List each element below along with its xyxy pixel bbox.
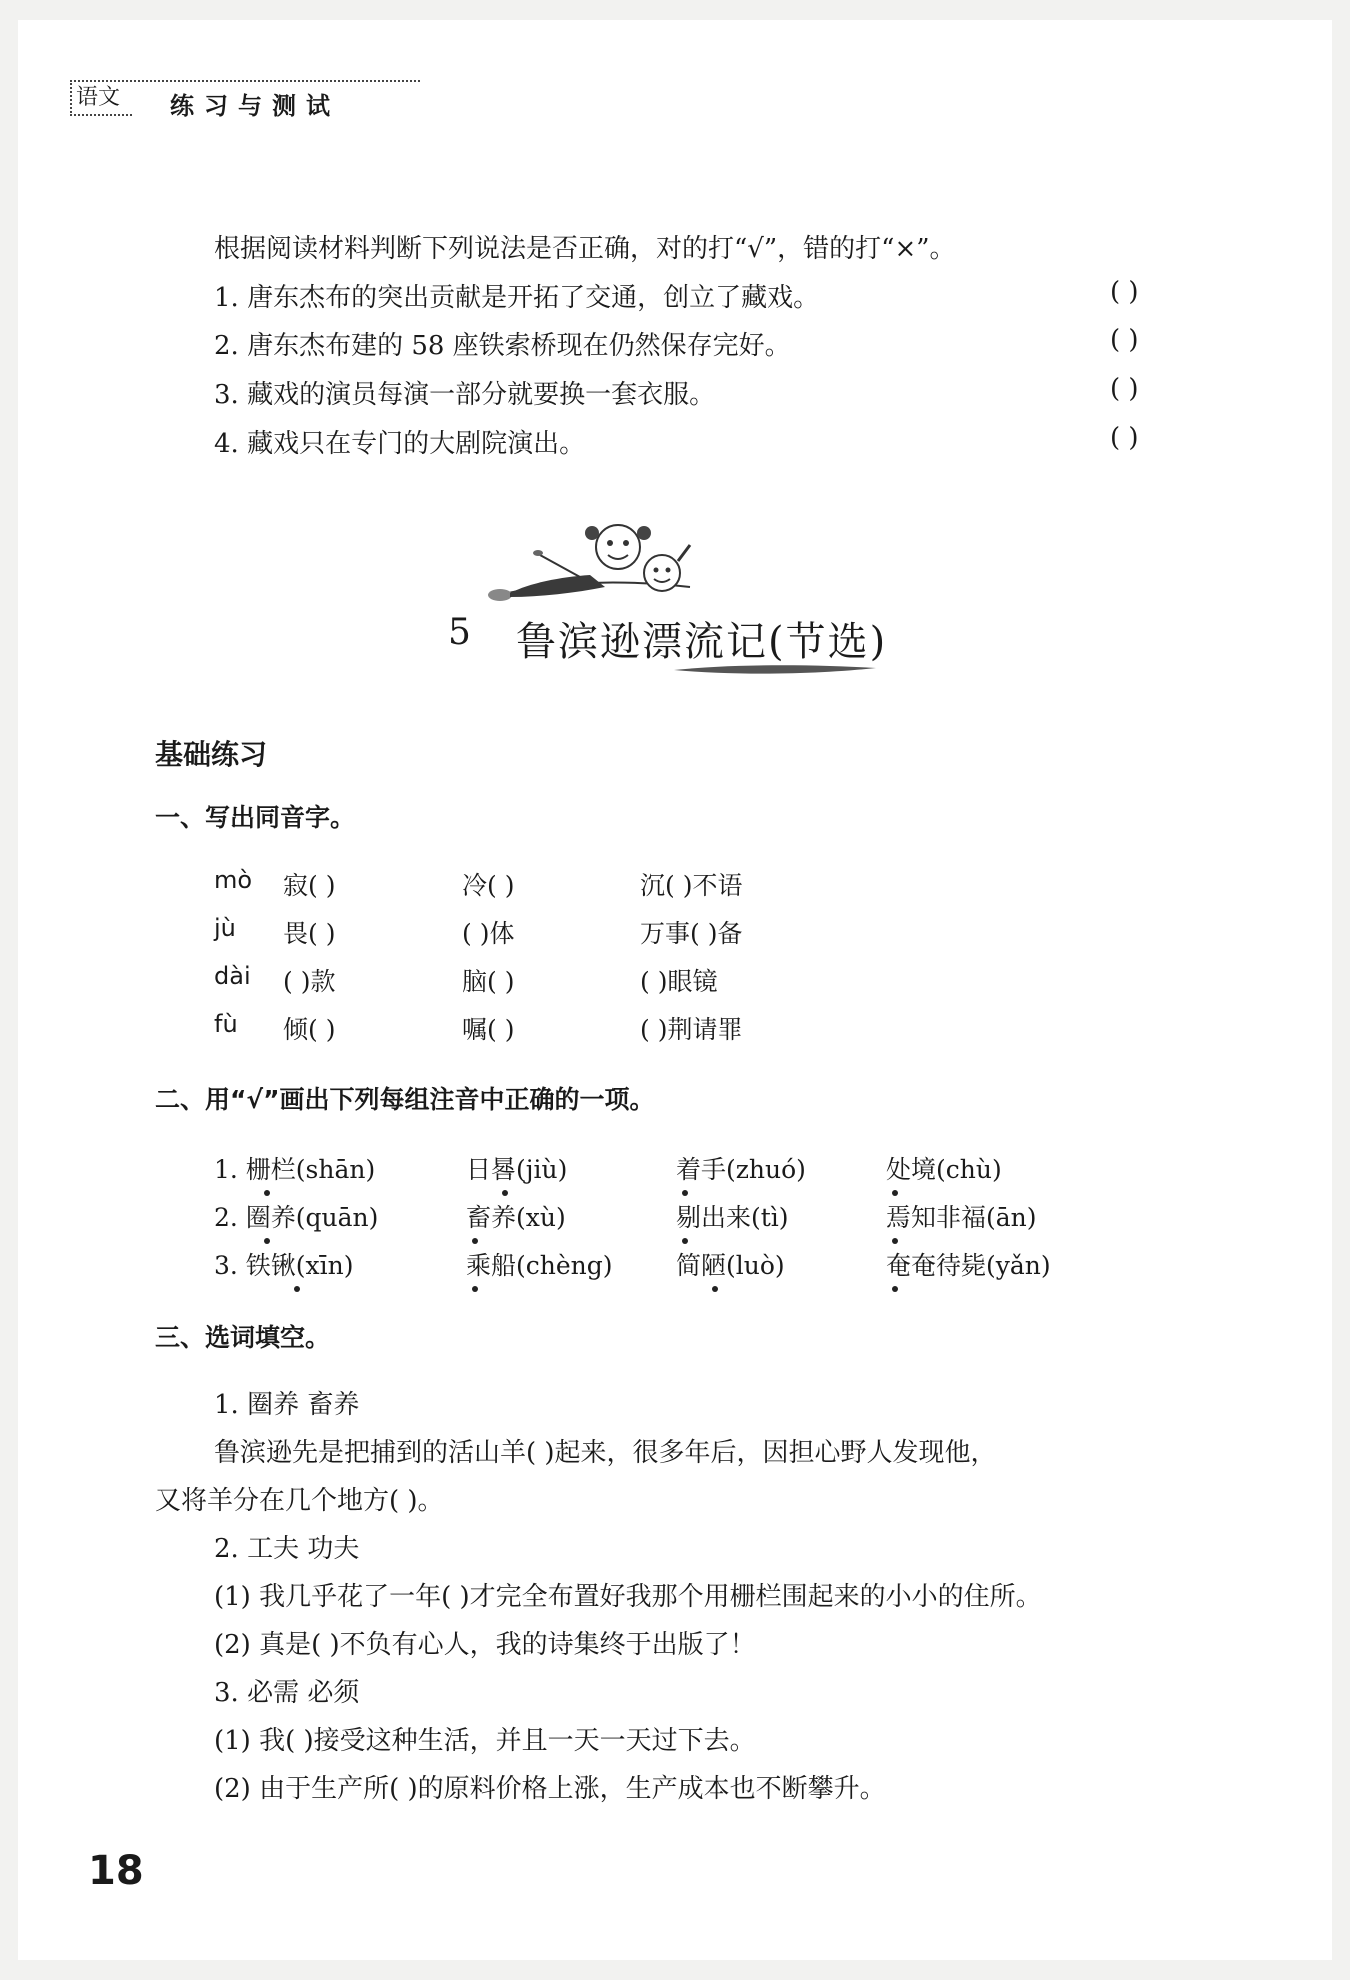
fill-sentence[interactable]: (2) 真是( )不负有心人，我的诗集终于出版了！ (214, 1630, 756, 1660)
judge-item-3: 3. 藏戏的演员每演一部分就要换一套衣服。 (214, 380, 716, 410)
homophone-cell[interactable]: 嘱( ) (462, 1015, 515, 1044)
emphasis-dot (892, 1286, 898, 1292)
section-title: 基础练习 (155, 738, 268, 771)
emphasis-dot (472, 1238, 478, 1244)
fill-sentence[interactable]: (1) 我几乎花了一年( )才完全布置好我那个用栅栏围起来的小小的住所。 (214, 1582, 1042, 1612)
emphasis-dot (682, 1238, 688, 1244)
answer-blank[interactable]: ( ) (1110, 325, 1139, 355)
answer-blank[interactable]: ( ) (1110, 423, 1139, 453)
judge-item-4: 4. 藏戏只在专门的大剧院演出。 (214, 429, 586, 459)
pinyin: fù (214, 1010, 238, 1038)
emphasis-dot (892, 1238, 898, 1244)
pinyin-option[interactable]: 日晷(jiù) (466, 1155, 568, 1184)
pinyin-option[interactable]: 简陋(luò) (676, 1251, 785, 1280)
homophone-cell[interactable]: ( )眼镜 (640, 967, 718, 996)
homophone-cell[interactable]: 冷( ) (462, 871, 515, 900)
fill-sentence[interactable]: (2) 由于生产所( )的原料价格上涨，生产成本也不断攀升。 (214, 1774, 886, 1804)
fill-sentence[interactable]: 鲁滨逊先是把捕到的活山羊( )起来，很多年后，因担心野人发现他， (214, 1438, 997, 1468)
emphasis-dot (264, 1190, 270, 1196)
pinyin: mò (214, 866, 253, 894)
word-choice-group-3: 3. 必需 必须 (214, 1678, 360, 1708)
homophone-cell[interactable]: 畏( ) (283, 919, 336, 948)
homophone-cell[interactable]: ( )体 (462, 919, 515, 948)
header-dotted-rule (130, 80, 420, 82)
chapter-title: 鲁滨逊漂流记(节选) (516, 619, 888, 665)
pinyin-option[interactable]: 着手(zhuó) (676, 1155, 806, 1184)
emphasis-dot (892, 1190, 898, 1196)
pinyin-option[interactable]: 1. 栅栏(shān) (214, 1155, 376, 1184)
emphasis-dot (264, 1238, 270, 1244)
homophone-cell[interactable]: 寂( ) (283, 871, 336, 900)
question-1-title: 一、写出同音字。 (155, 803, 356, 832)
answer-blank[interactable]: ( ) (1110, 277, 1139, 307)
pinyin: dài (214, 962, 251, 990)
judge-intro: 根据阅读材料判断下列说法是否正确，对的打“√”，错的打“×”。 (214, 234, 956, 264)
pinyin-option[interactable]: 奄奄待毙(yǎn) (886, 1251, 1051, 1280)
title-underline-brush (670, 660, 880, 678)
pinyin-option[interactable]: 焉知非福(ān) (886, 1203, 1037, 1232)
answer-blank[interactable]: ( ) (1110, 374, 1139, 404)
homophone-cell[interactable]: 万事( )备 (640, 919, 743, 948)
homophone-cell[interactable]: ( )荆请罪 (640, 1015, 743, 1044)
emphasis-dot (712, 1286, 718, 1292)
judge-item-1: 1. 唐东杰布的突出贡献是开拓了交通，创立了藏戏。 (214, 283, 820, 313)
question-2-title: 二、用“√”画出下列每组注音中正确的一项。 (155, 1085, 655, 1114)
pinyin-option[interactable]: 3. 铁锹(xīn) (214, 1251, 354, 1280)
page-number: 18 (88, 1848, 144, 1894)
pinyin-option[interactable]: 处境(chù) (886, 1155, 1002, 1184)
pinyin-option[interactable]: 乘船(chèng) (466, 1251, 613, 1280)
book-title: 练习与测试 (170, 92, 340, 120)
word-choice-group-2: 2. 工夫 功夫 (214, 1534, 360, 1564)
subject-badge: 语文 (70, 80, 132, 116)
pinyin: jù (214, 914, 236, 942)
homophone-cell[interactable]: 脑( ) (462, 967, 515, 996)
pinyin-option[interactable]: 畜养(xù) (466, 1203, 566, 1232)
word-choice-group-1: 1. 圈养 畜养 (214, 1390, 360, 1420)
question-3-title: 三、选词填空。 (155, 1323, 331, 1352)
judge-item-2: 2. 唐东杰布建的 58 座铁索桥现在仍然保存完好。 (214, 331, 791, 361)
homophone-cell[interactable]: ( )款 (283, 967, 336, 996)
pinyin-option[interactable]: 剔出来(tì) (676, 1203, 789, 1232)
children-illustration (480, 515, 720, 605)
pinyin-option[interactable]: 2. 圈养(quān) (214, 1203, 379, 1232)
homophone-cell[interactable]: 倾( ) (283, 1015, 336, 1044)
chapter-number: 5 (448, 612, 471, 653)
homophone-cell[interactable]: 沉( )不语 (640, 871, 743, 900)
fill-sentence[interactable]: 又将羊分在几个地方( )。 (155, 1486, 444, 1516)
emphasis-dot (682, 1190, 688, 1196)
fill-sentence[interactable]: (1) 我( )接受这种生活，并且一天一天过下去。 (214, 1726, 756, 1756)
emphasis-dot (472, 1286, 478, 1292)
emphasis-dot (294, 1286, 300, 1292)
emphasis-dot (502, 1190, 508, 1196)
